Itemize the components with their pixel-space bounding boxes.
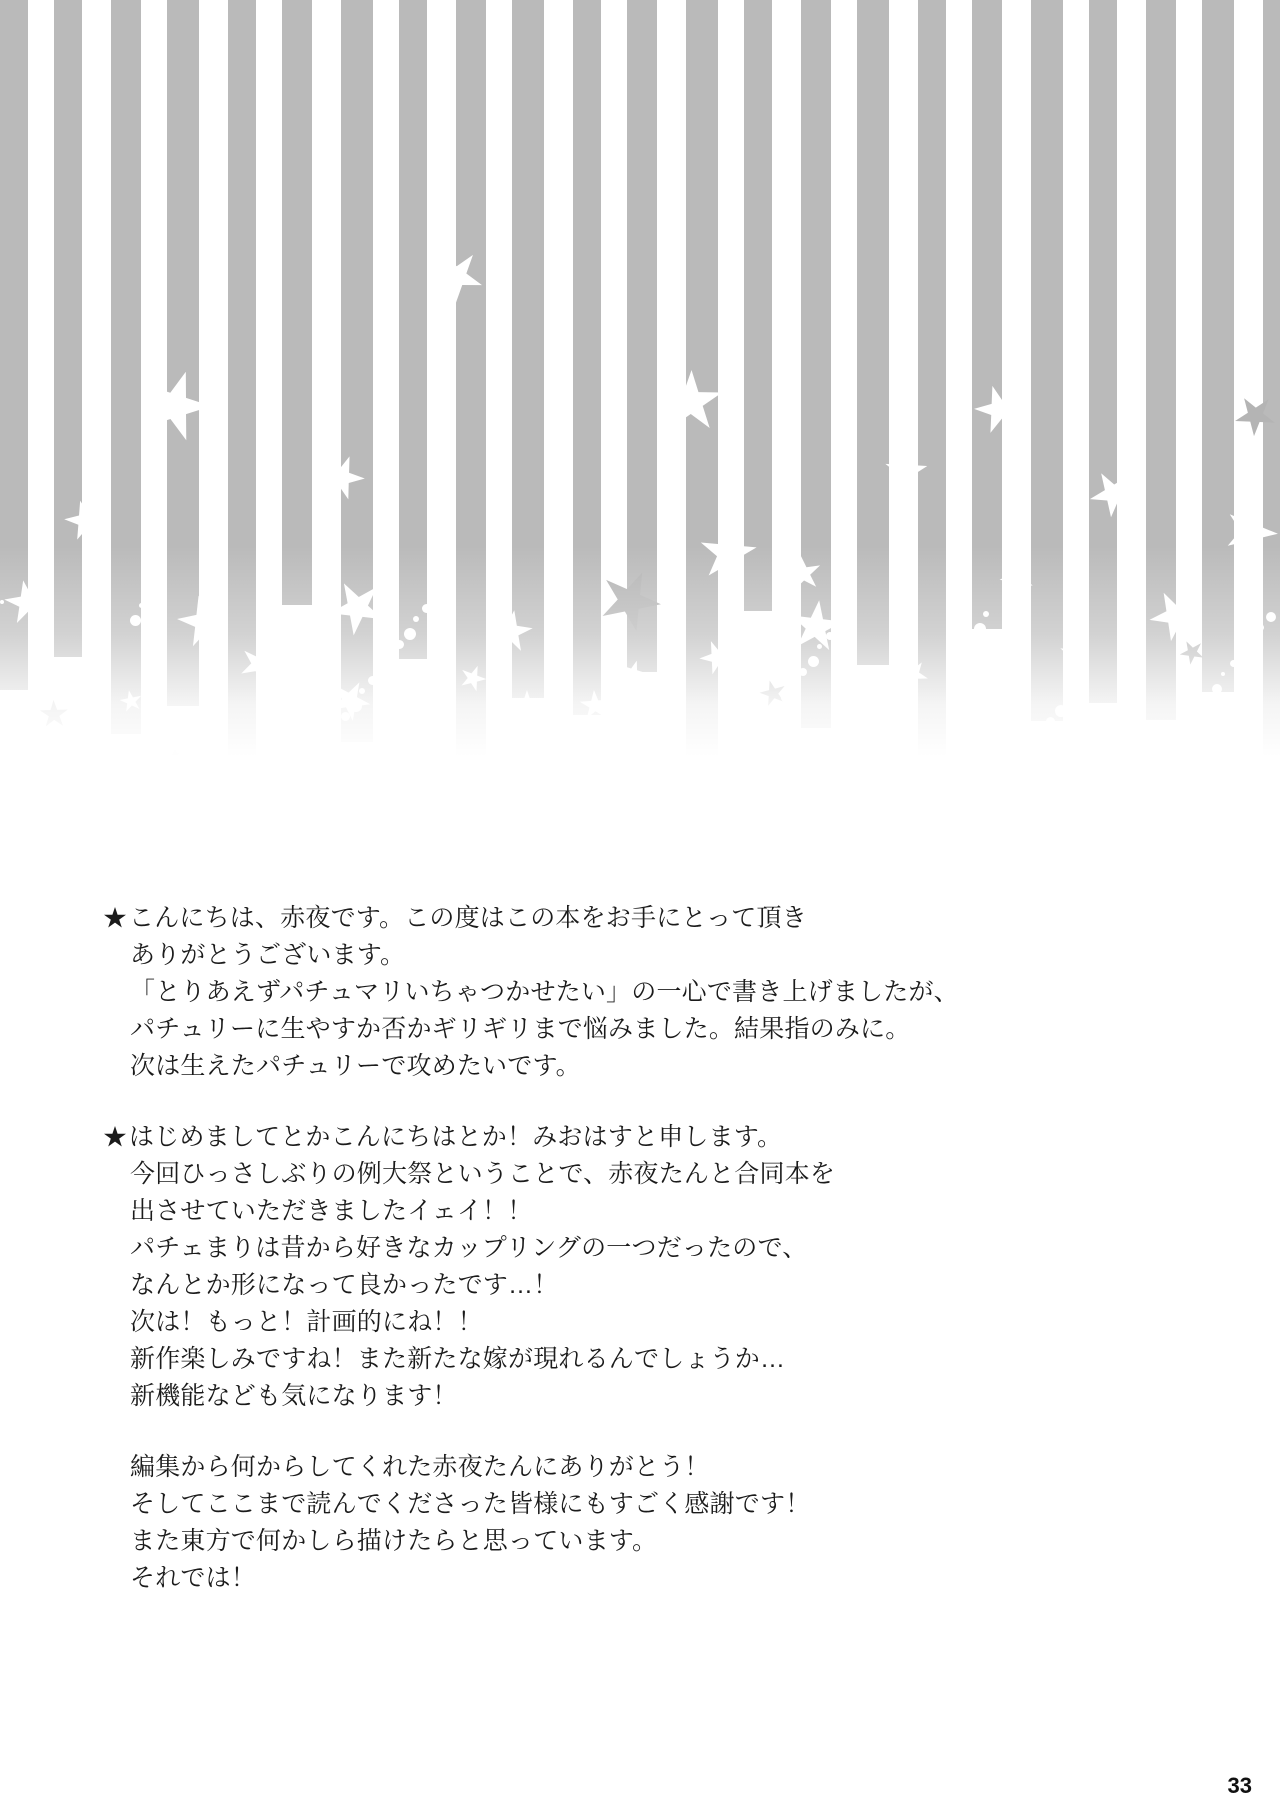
star-speck <box>139 603 144 608</box>
star-speck <box>1203 696 1210 703</box>
stripe <box>573 0 601 715</box>
star-speck <box>790 680 795 685</box>
star-speck <box>350 700 362 712</box>
star-speck <box>202 709 210 717</box>
afterword-paragraph <box>104 1119 1104 1415</box>
star-speck <box>193 721 198 726</box>
afterword-line: それでは！ <box>130 1564 257 1592</box>
star-speck <box>1221 672 1225 676</box>
afterword-line: 新作楽しみですね！また新たな嫁が現れるんでしょうか… <box>130 1345 786 1373</box>
star-speck <box>561 607 571 617</box>
star-speck <box>148 781 156 789</box>
star-speck <box>1028 741 1040 753</box>
afterword-line: こんにちは、赤夜です。この度はこの本をお手にとって頂き <box>104 900 1104 937</box>
stripe <box>627 0 657 672</box>
stripe <box>54 0 82 657</box>
stripe <box>857 0 889 665</box>
star-icon <box>104 907 126 929</box>
stripe <box>456 0 486 816</box>
star-speck <box>1055 705 1067 717</box>
star-speck <box>983 611 989 617</box>
star-speck <box>1257 624 1264 631</box>
afterword-line: はじめましてとかこんにちはとか！みおはすと申します。 <box>104 1119 1104 1156</box>
star-speck <box>130 615 141 626</box>
star-speck <box>0 600 4 604</box>
star-speck <box>799 668 807 676</box>
star-speck <box>413 616 419 622</box>
star-speck <box>422 604 431 613</box>
page-number: 33 <box>1227 1773 1252 1798</box>
star-icon <box>104 1126 126 1148</box>
star-speck <box>826 632 834 640</box>
star-speck <box>1019 753 1028 762</box>
stripe <box>1263 0 1280 789</box>
stripe <box>512 0 544 698</box>
stripe <box>167 0 199 706</box>
afterword-line: パチェまりは昔から好きなカップリングの一つだったので、 <box>130 1234 808 1262</box>
stripe <box>282 0 312 605</box>
afterword-line: 今回ひっさしぶりの例大祭ということで、赤夜たんと合同本を <box>130 1160 836 1188</box>
afterword-line: そしてここまで読んでくださった皆様にもすごく感謝です！ <box>130 1490 811 1518</box>
stripe-pattern <box>0 0 1280 880</box>
star-speck <box>404 628 416 640</box>
star-speck <box>633 701 640 708</box>
star-speck <box>395 640 404 649</box>
stripe <box>399 0 427 659</box>
afterword-line: 「とりあえずパチュマリいちゃつかせたい」の一心で書き上げましたが、 <box>130 978 959 1006</box>
star-speck <box>386 652 392 658</box>
afterword-line: なんとか形になって良かったです…！ <box>130 1271 559 1299</box>
star-speck <box>157 769 168 780</box>
stripe <box>1089 0 1117 703</box>
star-speck <box>817 644 822 649</box>
afterword-line: ありがとうございます。 <box>130 941 406 969</box>
star-speck <box>1212 684 1222 694</box>
star-speck <box>1248 636 1252 640</box>
star-speck <box>835 620 846 631</box>
star-speck <box>1046 717 1055 726</box>
afterword-line: また東方で何かしら描けたらと思っています。 <box>130 1527 658 1555</box>
star-speck <box>763 716 768 721</box>
afterword-paragraph <box>104 1449 1104 1597</box>
stripe <box>341 0 373 742</box>
star-speck <box>570 785 574 789</box>
star-speck <box>1230 660 1237 667</box>
stripe <box>1202 0 1234 692</box>
afterword-line: パチュリーに生やすか否かギリギリまで悩みました。結果指のみに。 <box>130 1015 911 1043</box>
star-speck <box>772 704 780 712</box>
star-speck <box>781 692 792 703</box>
afterword-paragraph <box>104 900 1104 1085</box>
decorative-header-band <box>0 0 1280 880</box>
afterword-line: 次は！もっと！計画的にね！！ <box>130 1308 483 1336</box>
star-speck <box>808 656 819 667</box>
star-speck <box>615 725 625 735</box>
star-speck <box>1037 729 1043 735</box>
star-speck <box>359 688 365 694</box>
star-speck <box>1239 648 1249 658</box>
star-speck <box>606 737 613 744</box>
star-speck <box>184 733 195 744</box>
star-speck <box>588 761 598 771</box>
star-speck <box>377 664 389 676</box>
star-speck <box>974 623 986 635</box>
star-speck <box>552 619 559 626</box>
stripe <box>972 0 1002 629</box>
star-speck <box>624 713 628 717</box>
afterword-line: 次は生えたパチュリーで攻めたいです。 <box>130 1052 581 1080</box>
stripe <box>1031 0 1063 721</box>
star-speck <box>368 676 377 685</box>
star-speck <box>166 757 171 762</box>
star-speck <box>341 712 350 721</box>
star-speck <box>211 697 222 708</box>
star-speck <box>1010 765 1016 771</box>
star-speck <box>597 749 601 753</box>
afterword-line: 出させていただきましたイェイ！！ <box>130 1197 533 1225</box>
star-speck <box>579 773 586 780</box>
star-speck <box>1194 708 1198 712</box>
star-speck <box>1001 777 1013 789</box>
star-speck <box>844 608 849 613</box>
star-speck <box>1266 612 1276 622</box>
afterword-line: 新機能なども気になります！ <box>130 1382 458 1410</box>
afterword-line: 編集から何からしてくれた赤夜たんにありがとう！ <box>130 1453 710 1481</box>
stripe <box>918 0 946 782</box>
afterword-text <box>104 900 1104 1597</box>
stripe <box>744 0 772 611</box>
stripe <box>228 0 256 763</box>
star-speck <box>992 789 1001 798</box>
star-speck <box>175 745 183 753</box>
